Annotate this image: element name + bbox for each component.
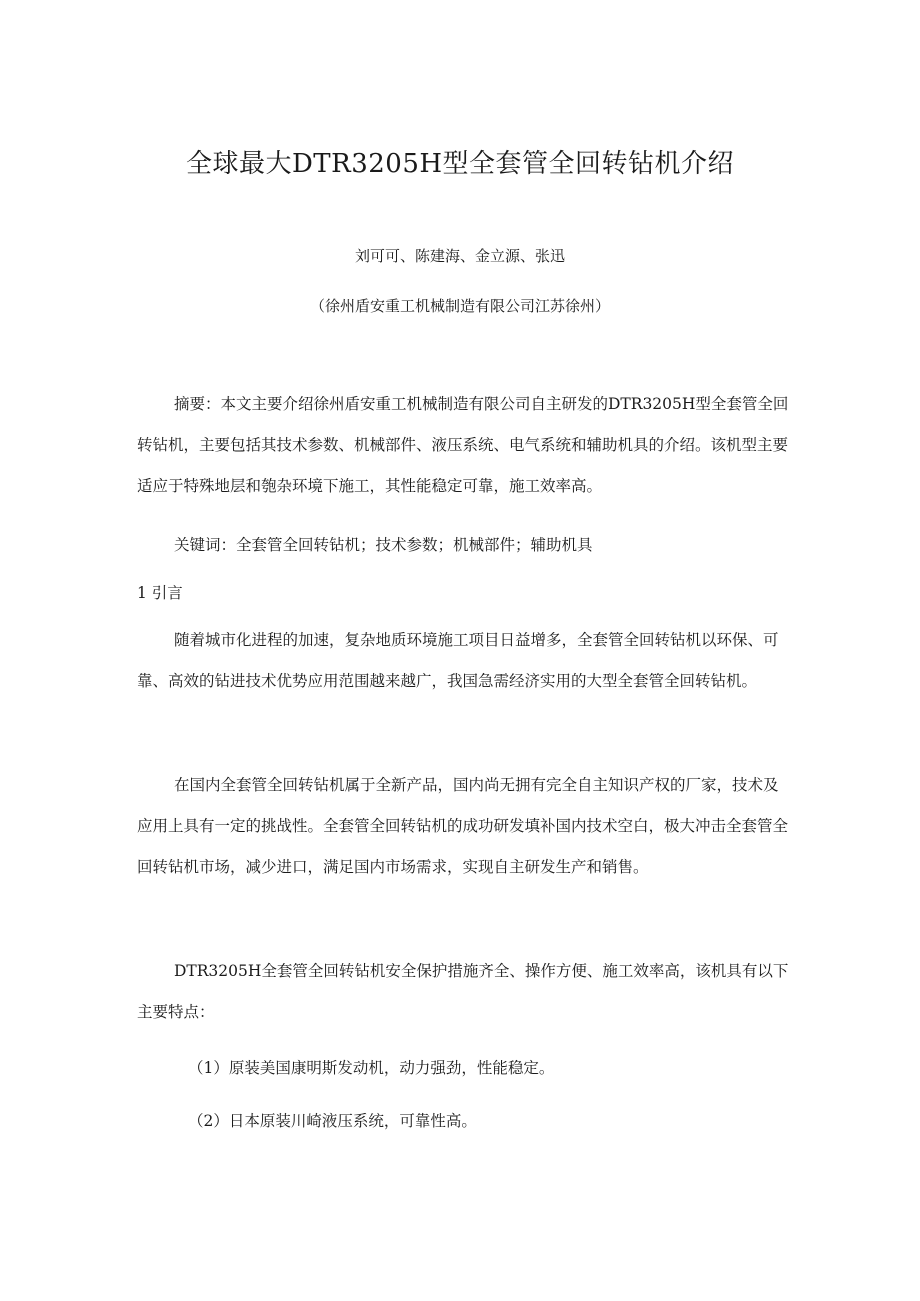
document-title: 全球最大DTR3205H型全套管全回转钻机介绍 xyxy=(185,149,735,179)
abstract-paragraph: 摘要：本文主要介绍徐州盾安重工机械制造有限公司自主研发的DTR3205H型全套管全回转钻机，主要包括其技术参数、机械部件、液压系统、电气系统和辅助机具的介绍。该机型主要适应于特殊地层和匏杂环境下施工，其性能稳定可靠，施工效率高。 xyxy=(137,395,789,495)
author-list: 刘可可、陈建海、金立源、张迅 xyxy=(354,247,565,265)
keywords-line: 关键词：全套管全回转钻机；技术参数；机械部件；辅助机具 xyxy=(174,536,593,554)
feature-item-2: （2）日本原装川崎液压系统，可靠性高。 xyxy=(188,1112,477,1130)
intro-paragraph-1: 随着城市化进程的加速，复杂地质环境施工项目日益增多，全套管全回转钻机以环保、可靠、高效的钻进技术优势应用范围越来越广，我国急需经济实用的大型全套管全回转钻机。 xyxy=(137,631,779,690)
feature-item-1: （1）原装美国康明斯发动机，动力强劲，性能稳定。 xyxy=(188,1059,555,1077)
affiliation: （徐州盾安重工机械制造有限公司江苏徐州） xyxy=(309,297,610,315)
intro-paragraph-2: 在国内全套管全回转钻机属于全新产品，国内尚无拥有完全自主知识产权的厂家，技术及应用上具有一定的挑战性。全套管全回转钻机的成功研发填补国内技术空白，极大冲击全套管全回转钻机市场，减少进口，满足国内市场需求，实现自主研发生产和销售。 xyxy=(137,776,789,876)
intro-paragraph-3: DTR3205H全套管全回转钻机安全保护措施齐全、操作方便、施工效率高，该机具有以下主要特点： xyxy=(137,962,789,1021)
section-heading-introduction: 1 引言 xyxy=(137,584,183,602)
